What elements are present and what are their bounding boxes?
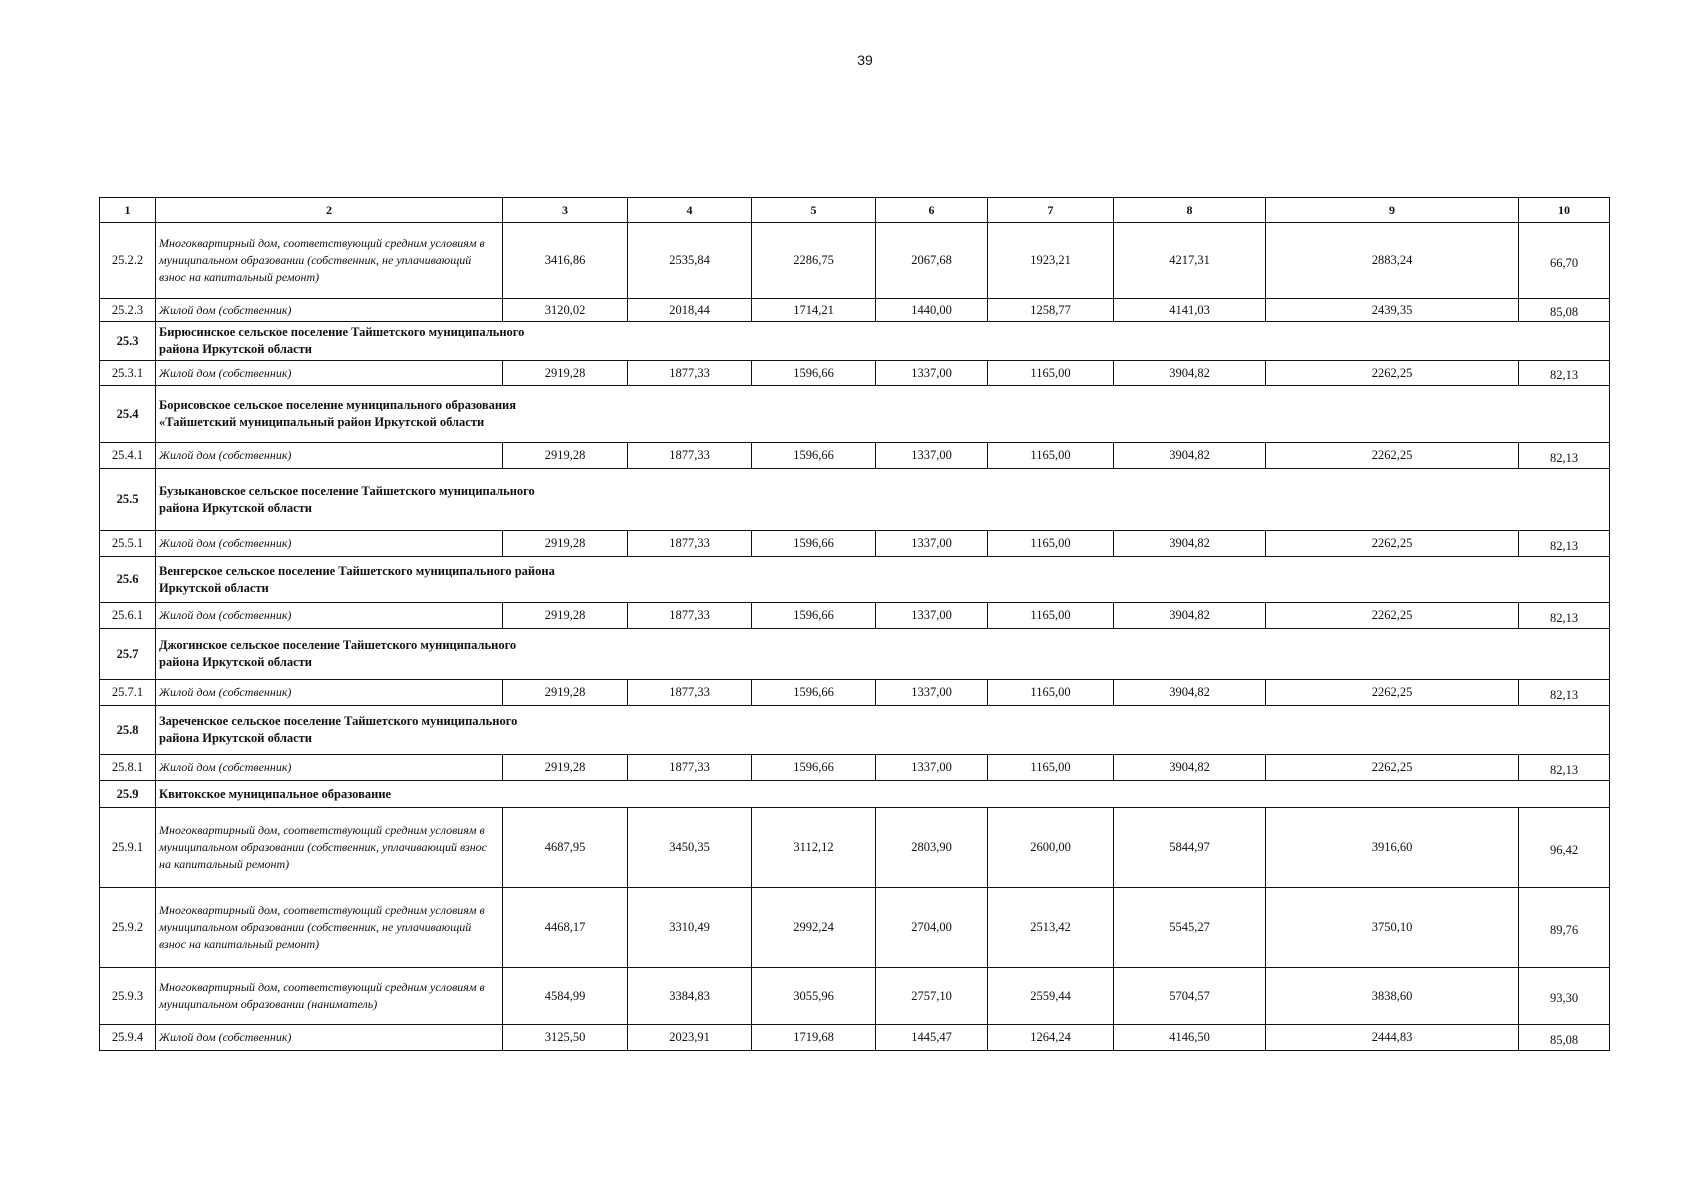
value-cell: 1923,21 (988, 223, 1114, 299)
header-cell: 9 (1266, 198, 1519, 223)
value-cell: 1596,66 (752, 755, 876, 781)
header-cell: 2 (156, 198, 503, 223)
section-title: Бирюсинское сельское поселение Тайшетского муниципального района Иркутской области (156, 322, 1610, 361)
value-cell: 2439,35 (1266, 299, 1519, 322)
tariff-table (99, 197, 1610, 1051)
table-row (100, 361, 1610, 386)
value-cell: 2262,25 (1266, 531, 1519, 557)
value-cell: 2262,25 (1266, 680, 1519, 706)
value-cell: 1165,00 (988, 680, 1114, 706)
value-cell: 3750,10 (1266, 888, 1519, 968)
value-cell: 1165,00 (988, 361, 1114, 386)
value-cell: 4146,50 (1114, 1025, 1266, 1051)
value-cell: 4141,03 (1114, 299, 1266, 322)
section-code: 25.8 (100, 706, 156, 755)
table-row (100, 680, 1610, 706)
value-cell: 2067,68 (876, 223, 988, 299)
section-row (100, 706, 1610, 755)
row-code: 25.7.1 (100, 680, 156, 706)
value-cell: 1714,21 (752, 299, 876, 322)
value-cell: 1337,00 (876, 361, 988, 386)
header-cell: 1 (100, 198, 156, 223)
table-row (100, 808, 1610, 888)
header-cell: 7 (988, 198, 1114, 223)
section-title: Венгерское сельское поселение Тайшетского муниципального района Иркутской области (156, 557, 1610, 603)
value-cell: 2262,25 (1266, 755, 1519, 781)
value-cell: 3904,82 (1114, 755, 1266, 781)
row-code: 25.2.3 (100, 299, 156, 322)
value-cell: 4687,95 (503, 808, 628, 888)
value-cell: 82,13 (1519, 755, 1610, 781)
header-cell: 10 (1519, 198, 1610, 223)
section-title: Джогинское сельское поселение Тайшетского муниципального района Иркутской области (156, 629, 1610, 680)
page-number: 39 (857, 52, 873, 68)
row-description: Жилой дом (собственник) (156, 1025, 503, 1051)
value-cell: 2919,28 (503, 755, 628, 781)
row-description: Жилой дом (собственник) (156, 680, 503, 706)
value-cell: 2444,83 (1266, 1025, 1519, 1051)
row-code: 25.9.1 (100, 808, 156, 888)
row-code: 25.3.1 (100, 361, 156, 386)
value-cell: 2262,25 (1266, 443, 1519, 469)
value-cell: 82,13 (1519, 361, 1610, 386)
value-cell: 2262,25 (1266, 361, 1519, 386)
value-cell: 2992,24 (752, 888, 876, 968)
value-cell: 85,08 (1519, 299, 1610, 322)
row-description: Многоквартирный дом, соответствующий средним условиям в муниципальном образовании (собственник, уплачивающий взнос на капитальный ремонт) (156, 808, 503, 888)
value-cell: 2919,28 (503, 361, 628, 386)
section-title: Зареченское сельское поселение Тайшетского муниципального района Иркутской области (156, 706, 1610, 755)
row-code: 25.9.3 (100, 968, 156, 1025)
row-description: Многоквартирный дом, соответствующий средним условиям в муниципальном образовании (собственник, не уплачивающий взнос на капитальный ремонт) (156, 888, 503, 968)
value-cell: 3904,82 (1114, 443, 1266, 469)
value-cell: 1337,00 (876, 603, 988, 629)
row-code: 25.4.1 (100, 443, 156, 469)
value-cell: 66,70 (1519, 223, 1610, 299)
value-cell: 3125,50 (503, 1025, 628, 1051)
table-row (100, 968, 1610, 1025)
table-row (100, 603, 1610, 629)
section-row (100, 469, 1610, 531)
value-cell: 2286,75 (752, 223, 876, 299)
value-cell: 1337,00 (876, 531, 988, 557)
value-cell: 1596,66 (752, 680, 876, 706)
value-cell: 1877,33 (628, 531, 752, 557)
value-cell: 3916,60 (1266, 808, 1519, 888)
value-cell: 3416,86 (503, 223, 628, 299)
value-cell: 1877,33 (628, 443, 752, 469)
section-row (100, 386, 1610, 443)
section-code: 25.3 (100, 322, 156, 361)
row-description: Жилой дом (собственник) (156, 603, 503, 629)
row-code: 25.5.1 (100, 531, 156, 557)
value-cell: 3904,82 (1114, 361, 1266, 386)
table-header (100, 198, 1610, 223)
header-row (100, 198, 1610, 223)
value-cell: 1337,00 (876, 443, 988, 469)
value-cell: 2262,25 (1266, 603, 1519, 629)
section-code: 25.7 (100, 629, 156, 680)
value-cell: 1165,00 (988, 603, 1114, 629)
row-description: Жилой дом (собственник) (156, 299, 503, 322)
value-cell: 2919,28 (503, 680, 628, 706)
header-cell: 3 (503, 198, 628, 223)
row-description: Многоквартирный дом, соответствующий средним условиям в муниципальном образовании (собственник, не уплачивающий взнос на капитальный ремонт) (156, 223, 503, 299)
table-row (100, 888, 1610, 968)
table-body (100, 223, 1610, 1051)
value-cell: 93,30 (1519, 968, 1610, 1025)
value-cell: 1877,33 (628, 603, 752, 629)
section-code: 25.9 (100, 781, 156, 808)
value-cell: 82,13 (1519, 443, 1610, 469)
section-title: Бузыкановское сельское поселение Тайшетского муниципального района Иркутской области (156, 469, 1610, 531)
value-cell: 82,13 (1519, 603, 1610, 629)
value-cell: 5704,57 (1114, 968, 1266, 1025)
value-cell: 3310,49 (628, 888, 752, 968)
value-cell: 1264,24 (988, 1025, 1114, 1051)
value-cell: 1337,00 (876, 755, 988, 781)
value-cell: 3904,82 (1114, 680, 1266, 706)
value-cell: 3112,12 (752, 808, 876, 888)
value-cell: 3384,83 (628, 968, 752, 1025)
row-description: Многоквартирный дом, соответствующий средним условиям в муниципальном образовании (наниматель) (156, 968, 503, 1025)
value-cell: 89,76 (1519, 888, 1610, 968)
value-cell: 1165,00 (988, 531, 1114, 557)
section-row (100, 557, 1610, 603)
value-cell: 1596,66 (752, 603, 876, 629)
value-cell: 2757,10 (876, 968, 988, 1025)
value-cell: 2883,24 (1266, 223, 1519, 299)
value-cell: 4584,99 (503, 968, 628, 1025)
value-cell: 3055,96 (752, 968, 876, 1025)
value-cell: 2513,42 (988, 888, 1114, 968)
header-cell: 5 (752, 198, 876, 223)
value-cell: 2919,28 (503, 531, 628, 557)
row-code: 25.9.2 (100, 888, 156, 968)
section-code: 25.6 (100, 557, 156, 603)
row-description: Жилой дом (собственник) (156, 361, 503, 386)
value-cell: 1877,33 (628, 755, 752, 781)
table-row (100, 531, 1610, 557)
section-code: 25.4 (100, 386, 156, 443)
value-cell: 2023,91 (628, 1025, 752, 1051)
row-code: 25.8.1 (100, 755, 156, 781)
value-cell: 85,08 (1519, 1025, 1610, 1051)
value-cell: 1719,68 (752, 1025, 876, 1051)
value-cell: 1440,00 (876, 299, 988, 322)
value-cell: 1165,00 (988, 443, 1114, 469)
value-cell: 5844,97 (1114, 808, 1266, 888)
value-cell: 2600,00 (988, 808, 1114, 888)
value-cell: 1337,00 (876, 680, 988, 706)
value-cell: 2535,84 (628, 223, 752, 299)
value-cell: 2704,00 (876, 888, 988, 968)
row-code: 25.9.4 (100, 1025, 156, 1051)
row-description: Жилой дом (собственник) (156, 443, 503, 469)
value-cell: 1445,47 (876, 1025, 988, 1051)
section-row (100, 781, 1610, 808)
section-title: Квитокское муниципальное образование (156, 781, 1610, 808)
value-cell: 4468,17 (503, 888, 628, 968)
value-cell: 2018,44 (628, 299, 752, 322)
value-cell: 3904,82 (1114, 603, 1266, 629)
value-cell: 1877,33 (628, 680, 752, 706)
value-cell: 3838,60 (1266, 968, 1519, 1025)
row-code: 25.2.2 (100, 223, 156, 299)
value-cell: 2919,28 (503, 603, 628, 629)
row-code: 25.6.1 (100, 603, 156, 629)
value-cell: 2919,28 (503, 443, 628, 469)
value-cell: 1596,66 (752, 443, 876, 469)
row-description: Жилой дом (собственник) (156, 531, 503, 557)
value-cell: 2559,44 (988, 968, 1114, 1025)
value-cell: 1596,66 (752, 531, 876, 557)
value-cell: 82,13 (1519, 531, 1610, 557)
value-cell: 96,42 (1519, 808, 1610, 888)
value-cell: 1258,77 (988, 299, 1114, 322)
value-cell: 3450,35 (628, 808, 752, 888)
section-code: 25.5 (100, 469, 156, 531)
header-cell: 6 (876, 198, 988, 223)
value-cell: 3904,82 (1114, 531, 1266, 557)
row-description: Жилой дом (собственник) (156, 755, 503, 781)
value-cell: 1165,00 (988, 755, 1114, 781)
section-title: Борисовское сельское поселение муниципального образования «Тайшетский муниципальный район Иркутской области (156, 386, 1610, 443)
header-cell: 8 (1114, 198, 1266, 223)
value-cell: 1596,66 (752, 361, 876, 386)
header-cell: 4 (628, 198, 752, 223)
table-row (100, 755, 1610, 781)
value-cell: 82,13 (1519, 680, 1610, 706)
table-row (100, 223, 1610, 299)
table-row (100, 443, 1610, 469)
value-cell: 1877,33 (628, 361, 752, 386)
value-cell: 3120,02 (503, 299, 628, 322)
value-cell: 2803,90 (876, 808, 988, 888)
value-cell: 5545,27 (1114, 888, 1266, 968)
section-row (100, 629, 1610, 680)
table-row (100, 299, 1610, 322)
section-row (100, 322, 1610, 361)
value-cell: 4217,31 (1114, 223, 1266, 299)
table-row (100, 1025, 1610, 1051)
